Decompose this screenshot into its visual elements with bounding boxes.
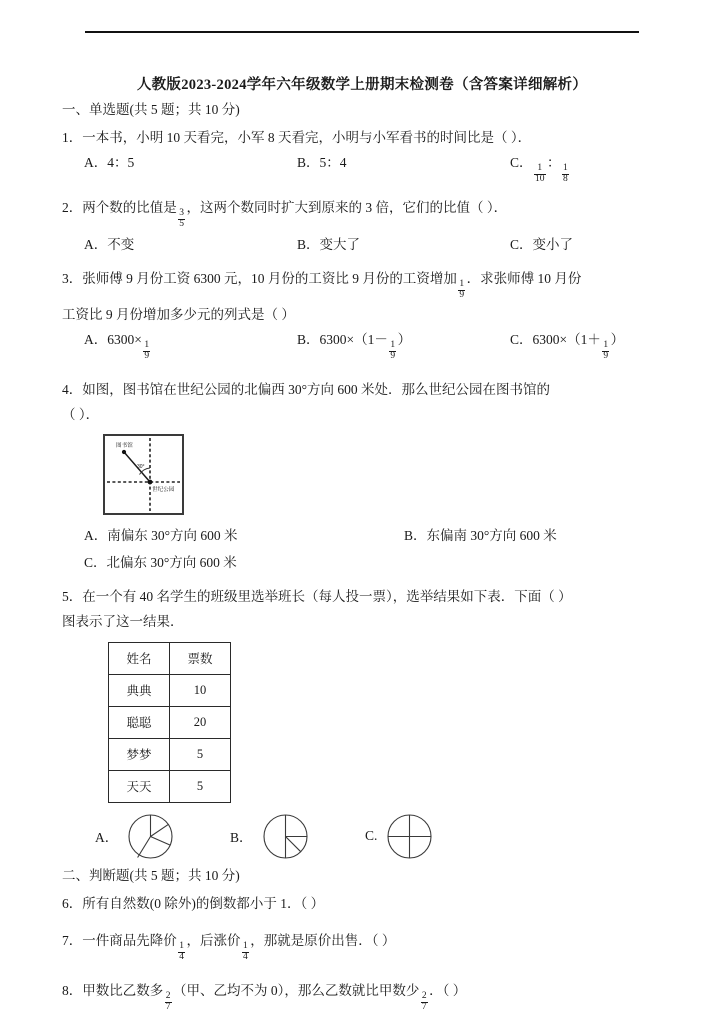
q7-fraction-one-quarter-b: $\frac{1}{4}$	[243, 941, 248, 963]
question-4-options-row-1	[62, 525, 680, 548]
q3-option-b-text: B．6300×（1－	[297, 332, 388, 348]
pie-a-slice-line-4	[138, 836, 151, 857]
pie-b-slice-line-2	[285, 836, 300, 851]
q8-fraction-two-sevenths-a: $\frac{2}{7}$	[165, 991, 171, 1013]
row-2-votes: 20	[170, 706, 231, 738]
pie-a-slice-line-3	[151, 824, 169, 836]
table-header-votes: 票数	[170, 642, 231, 674]
q5-option-b[interactable]	[230, 813, 365, 860]
q3-option-a-text: A．6300×	[84, 332, 142, 348]
q2-option-a[interactable]: A．不变	[84, 236, 135, 252]
q7-text-mid: ，后涨价	[186, 933, 241, 949]
q5-option-a-label: A．	[95, 830, 119, 846]
q8-text-after: ．（ ）	[429, 983, 467, 999]
park-label: 世纪公园	[152, 486, 175, 493]
q8-text-mid: （甲、乙均不为 0），那么乙数就比甲数少	[173, 983, 420, 999]
vote-result-table	[108, 642, 231, 803]
q2-fraction-three-fifths: $\frac{3}{5}$	[179, 207, 184, 229]
q8-text-before: 8．甲数比乙数多	[62, 983, 164, 999]
q7-fraction-one-quarter-a: $\frac{1}{4}$	[179, 941, 184, 963]
q3-option-b-close: ）	[397, 332, 412, 348]
q3-text-after: ．求张师傅 10 月份	[466, 270, 582, 286]
q3-option-b[interactable]	[297, 329, 510, 363]
q1-ratio-separator: ：	[547, 154, 561, 170]
question-4-diagram-wrap	[62, 434, 680, 515]
q7-text-after: ，那就是原价出售．（ ）	[250, 933, 396, 949]
q3-fraction-one-ninth: $\frac{1}{9}$	[459, 278, 465, 300]
question-2-options	[62, 234, 680, 257]
q3-option-b-fraction: $\frac{1}{9}$	[390, 340, 396, 362]
q1-fraction-one-eighth: $\frac{1}{8}$	[563, 162, 568, 184]
question-7-text	[62, 930, 680, 964]
q1-fraction-one-tenth: $\frac{1}{10}$	[535, 162, 545, 184]
row-2-name: 聪聪	[109, 706, 170, 738]
table-row	[109, 706, 231, 738]
q4-option-c[interactable]: C．北偏东 30°方向 600 米	[84, 554, 237, 570]
q3-option-c-fraction: $\frac{1}{9}$	[603, 340, 609, 362]
q1-option-b[interactable]: B．5：4	[297, 154, 347, 170]
q2-text-before: 2．两个数的比值是	[62, 199, 177, 215]
table-row	[109, 770, 231, 802]
question-3-options	[62, 329, 680, 363]
question-5-pie-options	[62, 813, 680, 860]
q5-option-c-label: C.	[365, 828, 378, 844]
q3-text-before: 3．张师傅 9 月份工资 6300 元，10 月份的工资比 9 月份的工资增加	[62, 270, 457, 286]
park-point	[148, 480, 153, 485]
q1-option-c-prefix: C．	[510, 154, 533, 170]
q3-option-c[interactable]	[510, 329, 624, 363]
vote-table-wrap	[62, 642, 680, 803]
table-row	[109, 738, 231, 770]
q3-option-a-fraction: $\frac{1}{9}$	[144, 340, 150, 362]
question-1-text: 1．一本书，小明 10 天看完，小军 8 天看完，小明与小军看书的时间比是（ ）．	[62, 129, 532, 145]
pie-chart-c	[386, 813, 433, 860]
direction-diagram	[103, 434, 184, 515]
row-4-votes: 5	[170, 770, 231, 802]
pie-chart-a	[127, 813, 174, 860]
question-6-text: 6．所有自然数(0 除外)的倒数都小于 1．（ ）	[62, 895, 325, 911]
table-header-name: 姓名	[109, 642, 170, 674]
pie-chart-b	[262, 813, 309, 860]
pie-a-slice-line-2	[151, 836, 171, 845]
table-row	[109, 674, 231, 706]
question-4-options-row-2	[62, 552, 680, 575]
row-1-name: 典典	[109, 674, 170, 706]
q3-option-c-text: C．6300×（1＋	[510, 332, 601, 348]
header-rule	[85, 31, 639, 33]
row-1-votes: 10	[170, 674, 231, 706]
q7-text-before: 7．一件商品先降价	[62, 933, 177, 949]
q5-option-b-label: B．	[230, 830, 253, 846]
row-3-votes: 5	[170, 738, 231, 770]
q5-option-c[interactable]	[365, 813, 500, 860]
library-point	[122, 450, 126, 454]
question-5-line-1: 5．在一个有 40 名学生的班级里选举班长（每人投一票），选举结果如下表．下面（ ）	[62, 588, 572, 604]
question-2-text	[62, 197, 680, 231]
angle-label: 30°	[137, 463, 145, 470]
section-heading-1: 一、单选题(共 5 题；共 10 分)	[62, 102, 240, 117]
row-3-name: 梦梦	[109, 738, 170, 770]
page-title: 人教版2023-2024学年六年级数学上册期末检测卷（含答案详细解析）	[136, 77, 588, 93]
section-heading-2: 二、判断题(共 5 题；共 10 分)	[62, 867, 240, 883]
direction-diagram-svg	[105, 436, 182, 513]
q5-option-a[interactable]	[95, 813, 230, 860]
question-1-options	[62, 152, 680, 186]
q1-option-a[interactable]: A．4：5	[84, 154, 135, 170]
q4-option-b[interactable]: B．东偏南 30°方向 600 米	[404, 527, 557, 543]
q4-option-a[interactable]: A．南偏东 30°方向 600 米	[84, 527, 238, 543]
library-label: 图书馆	[116, 442, 133, 449]
q3-option-c-close: ）	[610, 332, 625, 348]
question-3-line-1	[62, 268, 680, 302]
q1-option-c[interactable]	[510, 152, 570, 186]
q2-option-c[interactable]: C．变小了	[510, 236, 574, 252]
q8-fraction-two-sevenths-b: $\frac{2}{7}$	[421, 991, 427, 1013]
q2-option-b[interactable]: B．变大了	[297, 236, 361, 252]
question-3-line-2: 工资比 9 月份增加多少元的列式是（ ）	[62, 307, 295, 323]
exam-body	[62, 100, 680, 1030]
question-8-text	[62, 980, 680, 1014]
row-4-name: 天天	[109, 770, 170, 802]
q3-option-a[interactable]	[84, 329, 297, 363]
q2-text-after: ，这两个数同时扩大到原来的 3 倍，它们的比值（ ）．	[186, 199, 508, 215]
question-4-line-2: （ ）．	[62, 407, 100, 423]
question-4-line-1: 4．如图，图书馆在世纪公园的北偏西 30°方向 600 米处．那么世纪公园在图书馆的	[62, 382, 551, 398]
table-header-row	[109, 642, 231, 674]
question-5-line-2: 图表示了这一结果．	[62, 613, 184, 629]
